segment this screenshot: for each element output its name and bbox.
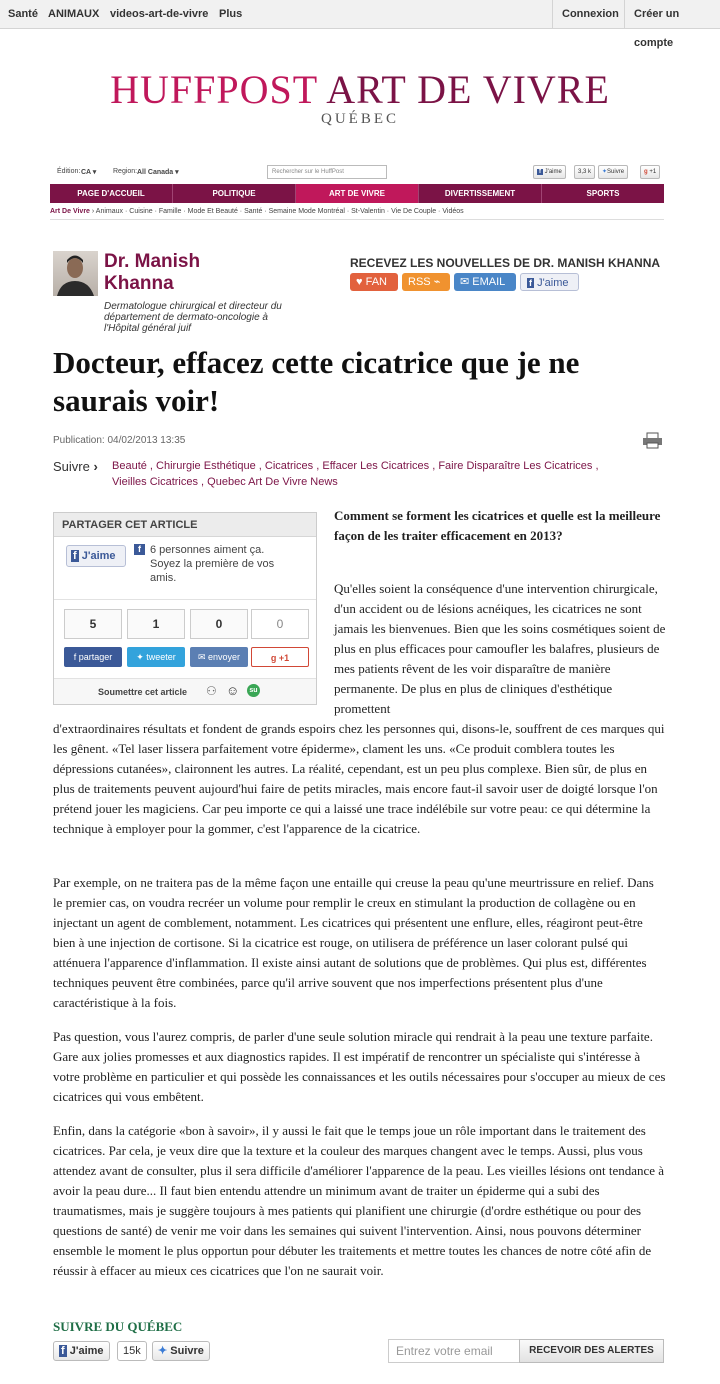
section-tab-politique[interactable]: POLITIQUE (173, 184, 296, 203)
subnav-item[interactable]: Vidéos (442, 208, 464, 215)
edition-select[interactable]: CA ▾ (81, 169, 97, 176)
gplus-icon: g (270, 653, 277, 663)
facebook-icon: f (73, 550, 77, 562)
email-button[interactable] (454, 273, 516, 291)
section-nav (50, 184, 664, 203)
tag-list: Beauté , Chirurgie Esthétique , Cicatrices , Effacer Les Cicatrices , Faire Disparaître Les Cicatrices , Vieilles Cicatrices , Quebec Art De Vivre News (112, 460, 599, 488)
fb-social-count: 6 personnes aiment ça. Soyez la première de vos amis. (150, 544, 275, 584)
paragraph: d'extraordinaires résultats et fondent de grands espoirs chez les personnes qui, disons-le, souffrent de ces marques qui les gênent. «Tel laser lissera parfaitement votre épiderme», clament les uns. «Ce produit comblera toutes les dépressions cutanées», claironnent les autres. La réalité, cependant, est un peu plus complexe. Bien sûr, de plus en plus de traitements peuvent aujourd'hui faire de petits miracles, mais encore faut-il savoir user de doigté lorsque l'on prétend jouer les magiciens. Car peu importe ce qui a laissé une trace indélébile sur votre peau: ce qui détermine la technique à employer pour la gommer, c'est l'apparence de la cicatrice. (53, 721, 665, 836)
share-count-gplus: 0 (251, 609, 309, 639)
edition-label: Édition: (57, 168, 81, 175)
reddit-icon[interactable]: ☺ (226, 683, 240, 698)
share-count-twitter: 1 (127, 609, 185, 639)
divider (54, 599, 316, 600)
logo-brand: HUFFPOST (110, 67, 318, 112)
tag-link[interactable]: Cicatrices (264, 460, 314, 472)
subnav-item[interactable]: Santé (244, 208, 263, 215)
region-label: Region: (113, 168, 138, 175)
share-email-button[interactable] (190, 647, 248, 667)
share-gplus-button[interactable] (251, 647, 309, 667)
signup-link[interactable]: Créer un compte (624, 0, 720, 29)
submit-row (54, 678, 316, 704)
subnav-item[interactable]: Mode Et Beauté (187, 208, 238, 215)
digg-icon[interactable]: ⚇ (206, 684, 217, 698)
paragraph: Par exemple, on ne traitera pas de la même façon une entaille qui creuse la peau qu'une meurtrissure en relief. Dans le premier cas, on voudra recréer un volume pour remplir le creux en stimulant la production de collagène ou en injectant un agent de comblement, notamment. Les cicatrices qui présentent une enflure, elles, réagiront peut-être bien à une injection de cortisone. Si la cicatrice est rouge, on utilisera de préférence un laser colorant pulsé qui atténuera l'apparence d'inflammation. Il existe ainsi autant de solutions que de problèmes. Qui plus est, différentes techniques peuvent être combinées, parce qu'il arrive souvent que nos imperfections présentent plus d'une caractéristique à la fois. (53, 875, 654, 1010)
receive-news-heading: RECEVEZ LES NOUVELLES DE DR. MANISH KHANNA (350, 256, 661, 270)
share-like-label: J'aime (81, 550, 116, 562)
subnav-item[interactable]: Animaux (95, 208, 124, 215)
follow-tags-label (53, 459, 98, 474)
chevron-right-icon: › (93, 459, 98, 474)
footer-like-count: 15k (117, 1341, 147, 1361)
search-input[interactable]: Rechercher sur le HuffPost (267, 165, 387, 179)
share-count-facebook: 5 (64, 609, 122, 639)
subnav-item[interactable]: Cuisine (129, 208, 153, 215)
author-like-label: J'aime (537, 277, 569, 289)
twitter-icon: ✦ (136, 652, 144, 662)
share-facebook-button[interactable] (64, 647, 122, 667)
author-avatar[interactable] (53, 251, 98, 296)
share-count-email: 0 (190, 609, 248, 639)
tag-link[interactable]: Chirurgie Esthétique (156, 460, 256, 472)
sub-nav: Art De Vivre › Animaux · Cuisine · Famille · Mode Et Beauté · Santé · Semaine Mode Montréal · St-Valentin · Vie De Couple · Vidéos (50, 204, 664, 220)
toolbar-like-count: 3,3 k (574, 165, 595, 179)
author-like-button[interactable] (520, 273, 579, 291)
share-box (53, 512, 317, 705)
share-email-label: envoyer (208, 652, 241, 662)
email-label: EMAIL (472, 276, 506, 288)
heart-icon: ♥ (356, 276, 363, 288)
article-lead: Comment se forment les cicatrices et quelle est la meilleure façon de les traiter efficacement en 2013? (334, 508, 661, 543)
toolbar-gplus-button[interactable] (640, 165, 660, 179)
receive-alerts-button[interactable]: RECEVOIR DES ALERTES (519, 1339, 664, 1363)
print-icon[interactable] (642, 432, 663, 449)
follow-heading: SUIVRE DU QUÉBEC (53, 1319, 183, 1334)
rss-icon: ⌁ (433, 276, 441, 288)
tag-link[interactable]: Effacer Les Cicatrices (322, 460, 430, 472)
twitter-icon: ✦ (158, 1345, 168, 1357)
fan-button[interactable] (350, 273, 398, 291)
toolbar-follow-label: Suivre (607, 169, 625, 175)
footer-follow-label: Suivre (170, 1345, 204, 1357)
rss-button[interactable] (402, 273, 450, 291)
toolbar-follow-button[interactable] (598, 165, 628, 179)
logo-region: QUÉBEC (321, 111, 399, 127)
gplus-icon: g (644, 169, 648, 175)
fb-social-text (134, 543, 294, 585)
topnav-videos[interactable]: videos-art-de-vivre (110, 8, 209, 20)
topnav-sante[interactable]: Santé (8, 8, 38, 20)
region-select[interactable]: All Canada ▾ (137, 169, 179, 176)
subnav-item[interactable]: Famille (158, 208, 182, 215)
edition-value: CA (81, 169, 91, 176)
share-facebook-label: partager (78, 652, 113, 662)
pub-date-value: 04/02/2013 13:35 (107, 435, 186, 446)
section-tab-accueil[interactable]: PAGE D'ACCUEIL (50, 184, 173, 203)
email-input[interactable]: Entrez votre email (388, 1339, 520, 1363)
tag-link[interactable]: Beauté (112, 460, 147, 472)
paragraph: Enfin, dans la catégorie «bon à savoir», il y aussi le fait que le temps joue un rôle important dans le traitement des cicatrices. Par cela, je veux dire que la texture et la couleur des marques changent avec le temps. Aussi, plus vous attendez avant de consulter, plus il sera difficile d'améliorer l'apparence de la peau. Les vieilles lésions ont tendance à avoir la peau dure... Il faut bien entendu attendre un minimum avant de traiter un épiderme qui a subi des traumatismes, mais je suggère toujours à mes patients qui planifient une chirurgie (d'ordre esthétique ou pour des questions de santé) de venir me voir dans les semaines qui suivent l'intervention. Ainsi, nous pouvons déterminer ensemble le moment le plus opportun pour débuter les traitements et mettre toutes les chances de notre côté afin de réussir à effacer au mieux ces cicatrices que l'on ne saurait voir. (53, 1123, 665, 1278)
author-name[interactable]: Dr. Manish Khanna (104, 251, 201, 294)
envelope-icon: ✉ (197, 652, 206, 662)
toolbar-like-button[interactable] (533, 165, 566, 179)
tag-link[interactable]: Quebec Art De Vivre News (207, 476, 338, 488)
section-tab-divertissement[interactable]: DIVERTISSEMENT (419, 184, 542, 203)
suivre-text: Suivre (53, 459, 90, 474)
facebook-icon: f (529, 278, 532, 288)
subnav-item[interactable]: St-Valentin (351, 208, 385, 215)
paragraph: Pas question, vous l'aurez compris, de parler d'une seule solution miracle qui rendrait à la peau une texture parfaite. Gare aux jolies promesses et aux diagnostics rapides. Il est impératif de rencontrer un spécialiste qui s'intéresse à votre problème en particulier et qui possède les connaissances et les outils nécessaires pour s'occuper au mieux de ces cicatrices qui vous embêtent. (53, 1029, 666, 1104)
logo-section: ART DE VIVRE (326, 67, 610, 112)
site-logo[interactable] (0, 66, 720, 113)
tag-link[interactable]: Vieilles Cicatrices (112, 476, 198, 488)
share-title: PARTAGER CET ARTICLE (54, 513, 316, 537)
publication-date (53, 435, 185, 446)
facebook-icon: f (539, 169, 541, 175)
toolbar-gplus-label: +1 (649, 169, 657, 175)
fan-label: FAN (365, 276, 387, 288)
top-bar (0, 0, 720, 49)
article-title: Docteur, effacez cette cicatrice que je ne saurais voir! (53, 345, 580, 418)
facebook-icon: f (73, 652, 77, 662)
footer-like-label: J'aime (69, 1345, 104, 1357)
region-value: All Canada (137, 169, 174, 176)
facebook-icon: f (61, 1345, 65, 1357)
subnav-item[interactable]: Semaine Mode Montréal (268, 208, 345, 215)
toolbar-like-label: J'aime (544, 169, 562, 175)
pub-label: Publication: (53, 435, 105, 446)
login-link[interactable]: Connexion (552, 0, 628, 29)
footer-follow-button[interactable] (152, 1341, 210, 1361)
submit-article-label: Soumettre cet article (98, 687, 188, 697)
share-twitter-button[interactable] (127, 647, 185, 667)
paragraph: Qu'elles soient la conséquence d'une intervention chirurgicale, d'un accident ou de lésions acnéiques, les cicatrices ne sont jamais les bienvenues. Bien que les soins cosmétiques soient de plus en plus efficaces pour camoufler les balafres, plusieurs de mes patients rêvent de les voir disparaître de manière permanente. De plus en plus de cliniques d'esthétique promettent (334, 581, 666, 716)
subnav-item[interactable]: Vie De Couple (391, 208, 437, 215)
stumbleupon-icon[interactable]: su (247, 684, 260, 697)
share-gplus-label: +1 (278, 653, 290, 663)
tag-link[interactable]: Faire Disparaître Les Cicatrices (438, 460, 593, 472)
envelope-icon: ✉ (460, 276, 470, 288)
share-like-button[interactable] (66, 545, 126, 567)
facebook-icon: f (134, 544, 145, 555)
topnav-plus[interactable]: Plus (219, 8, 243, 20)
subnav-current[interactable]: Art De Vivre (50, 208, 90, 215)
author-photo-icon (53, 251, 98, 296)
footer-like-button[interactable] (53, 1341, 110, 1361)
author-description: Dermatologue chirurgical et directeur du département de dermato-oncologie à l'Hôpital général juif (104, 301, 282, 334)
topnav-animaux[interactable]: ANIMAUX (48, 8, 100, 20)
section-tab-art-de-vivre[interactable]: ART DE VIVRE (296, 184, 419, 203)
twitter-icon: ✦ (602, 169, 608, 175)
section-tab-sports[interactable]: SPORTS (586, 189, 620, 198)
share-twitter-label: tweeter (146, 652, 176, 662)
rss-label: RSS (408, 276, 431, 288)
